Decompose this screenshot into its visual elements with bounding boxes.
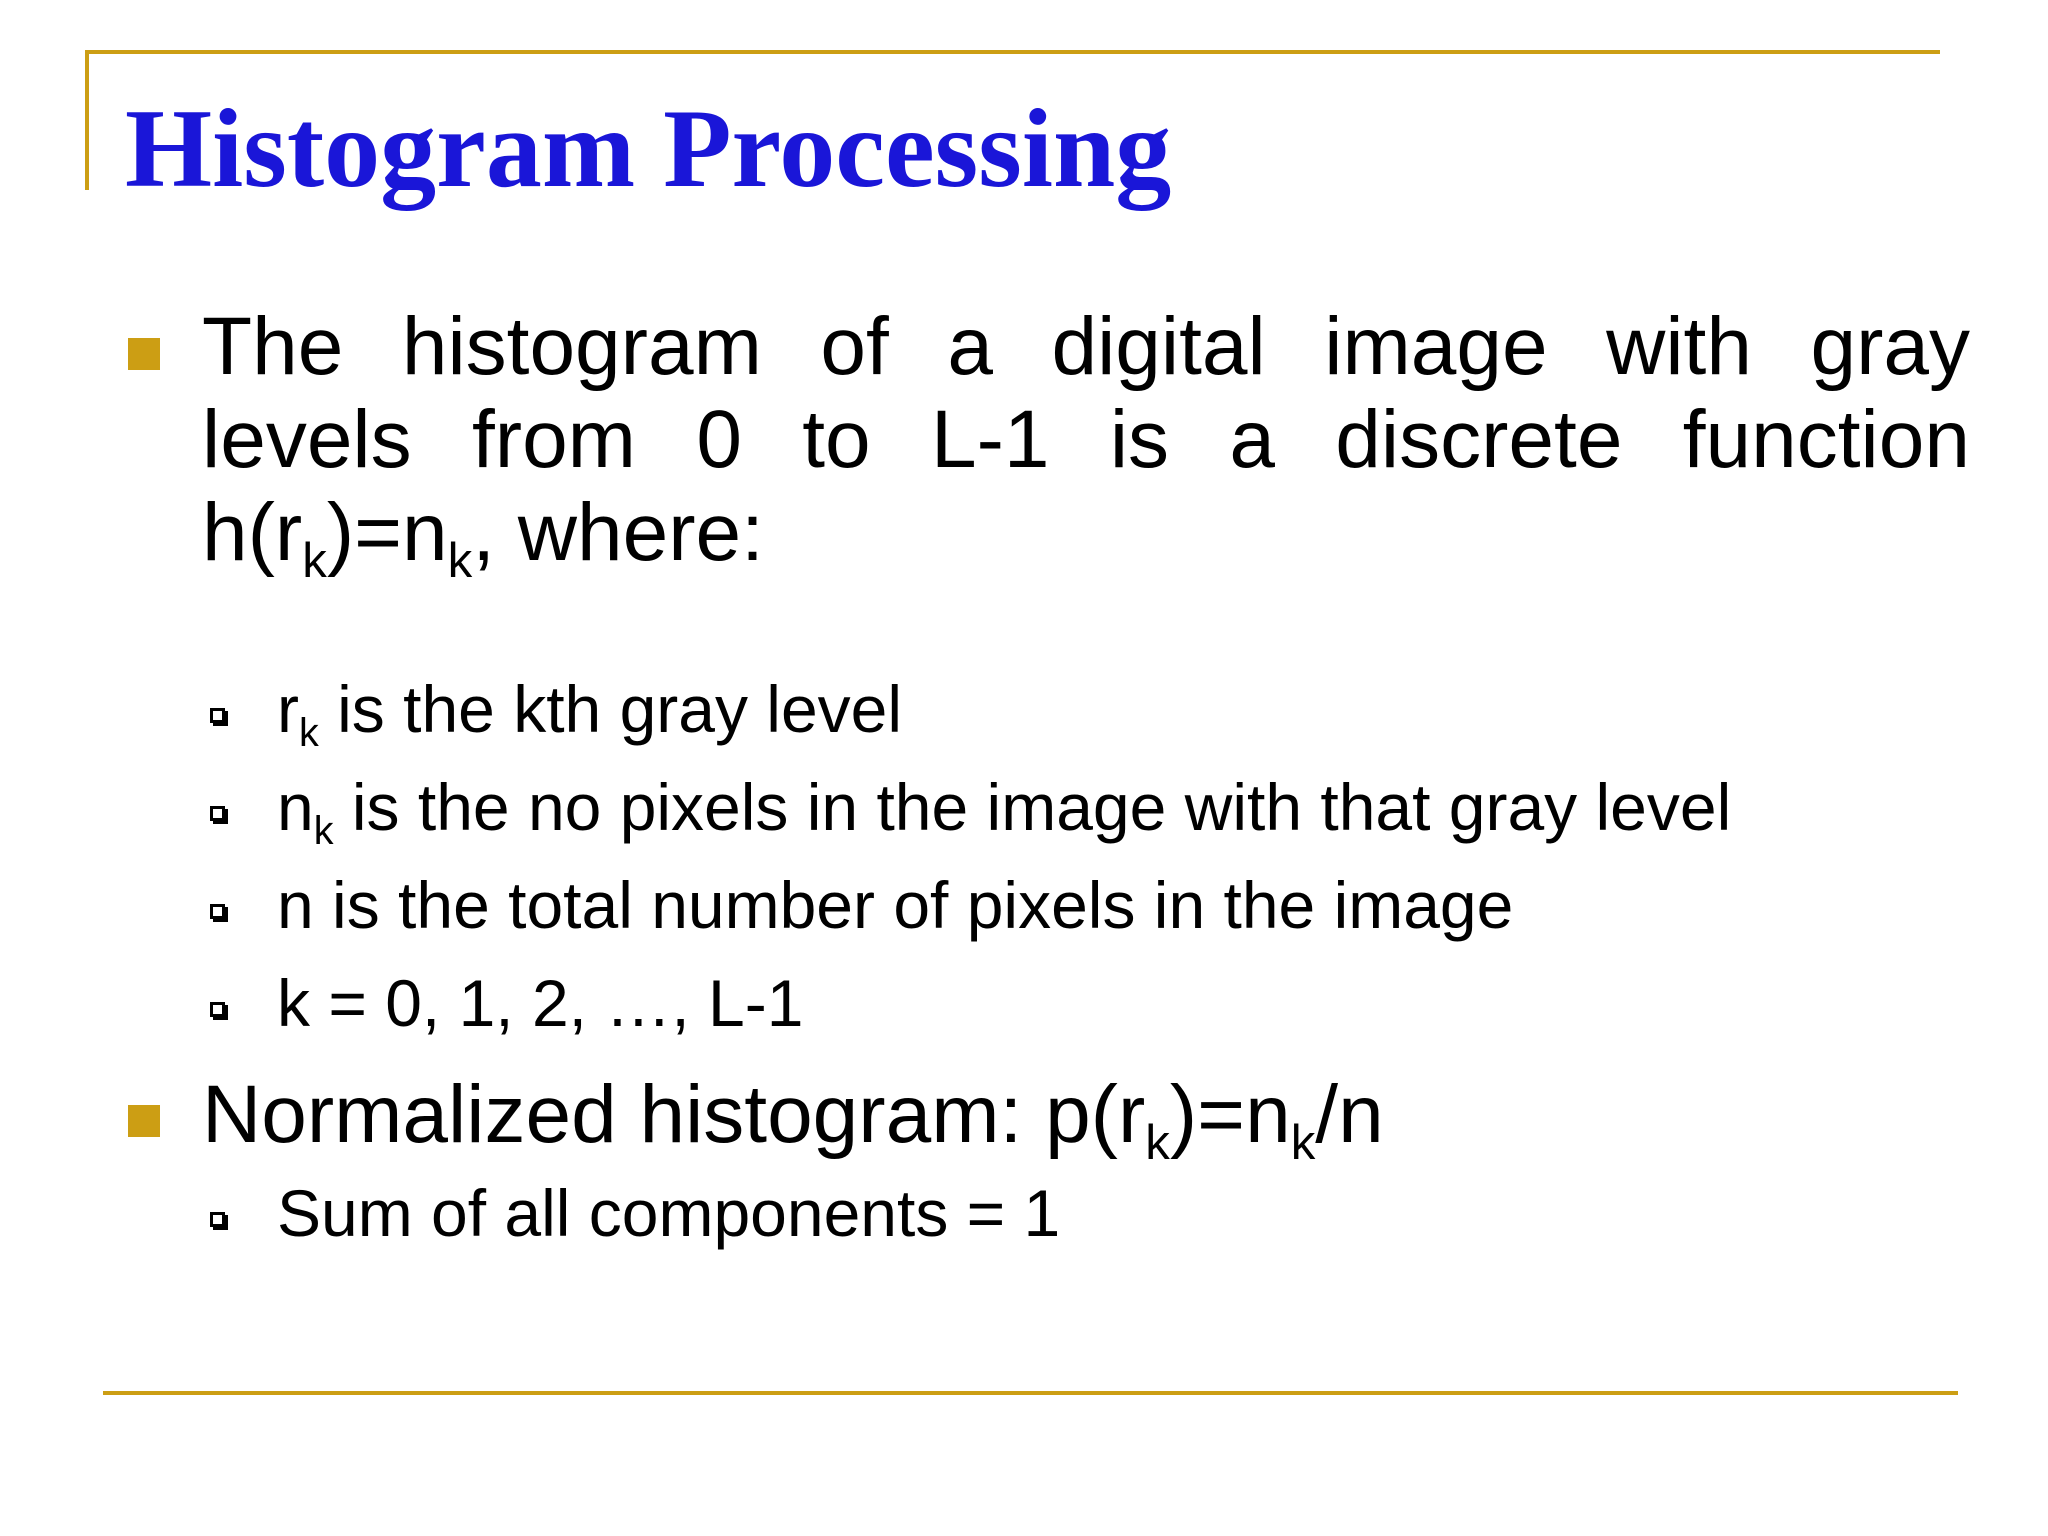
subscript: k xyxy=(298,710,319,755)
sub-item: k = 0, 1, 2, …, L-1 xyxy=(277,966,804,1040)
subscript: k xyxy=(302,533,327,589)
word: a xyxy=(1229,394,1275,485)
word: with xyxy=(1606,301,1752,392)
word: L-1 xyxy=(930,394,1050,485)
bullet-square-icon xyxy=(128,1105,160,1137)
bullet-1-line-2 xyxy=(202,395,1970,485)
sub-item: $n_k$ is the no pixels in the image with that gray level xyxy=(277,770,1732,853)
word: of xyxy=(820,301,889,392)
word: levels xyxy=(202,394,412,485)
word: image xyxy=(1324,301,1548,392)
sub-item: $r_k$ is the kth gray level xyxy=(277,672,903,755)
top-rule xyxy=(85,50,1940,54)
sub-bullet-box-icon xyxy=(210,904,225,919)
bottom-rule xyxy=(103,1391,1958,1395)
word: 0 xyxy=(696,394,742,485)
bullet-square-icon xyxy=(128,338,160,370)
sub-bullet-box-icon xyxy=(210,708,225,723)
sub-bullet-box-icon xyxy=(210,1002,225,1017)
sub-item: n is the total number of pixels in the image xyxy=(277,868,1514,942)
word: digital xyxy=(1051,301,1266,392)
word: The xyxy=(202,301,344,392)
word: a xyxy=(947,301,993,392)
subscript: k xyxy=(1145,1115,1170,1171)
sub-bullet-box-icon xyxy=(210,1212,225,1227)
word: is xyxy=(1109,394,1170,485)
subscript: k xyxy=(447,533,473,589)
word: discrete xyxy=(1335,394,1623,485)
slide-title: Histogram Processing xyxy=(125,87,1172,211)
bullet-1-line-3 xyxy=(202,487,764,589)
formula-text: , where: xyxy=(472,487,764,578)
formula-text: )=n xyxy=(326,487,448,578)
subscript: k xyxy=(1290,1115,1316,1171)
word: to xyxy=(802,394,871,485)
word: gray xyxy=(1810,301,1970,392)
word: histogram xyxy=(401,301,762,392)
left-rule xyxy=(85,50,89,190)
word: from xyxy=(471,394,636,485)
bullet-1-line-1 xyxy=(202,302,1970,392)
sub-bullet-box-icon xyxy=(210,806,225,821)
subscript: k xyxy=(313,808,334,853)
word: function xyxy=(1682,394,1970,485)
sub-item: Sum of all components = 1 xyxy=(277,1176,1061,1250)
formula-text: h(r xyxy=(202,487,303,578)
bullet-2-line: Normalized histogram: $p(r_k)=n_k/n$ xyxy=(202,1069,1384,1171)
